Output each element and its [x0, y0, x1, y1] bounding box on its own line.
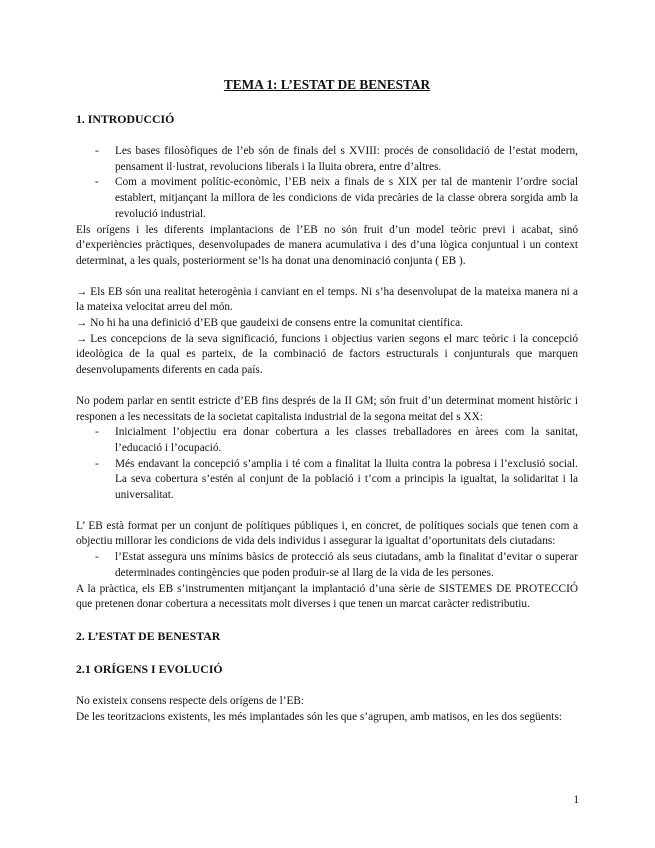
subsection-heading-origens: 2.1 ORÍGENS I EVOLUCIÓ	[76, 661, 223, 676]
bullet-list-objectives	[76, 425, 578, 504]
page-content	[76, 76, 578, 725]
list-item	[76, 550, 578, 581]
bullet-list-bases	[76, 144, 578, 223]
paragraph-theories: De les teoritzacions existents, les més implantades són les que s’agrupen, amb matisos, en les dos següents:	[76, 710, 562, 723]
dash-bullet: -	[95, 426, 99, 439]
list-item	[76, 175, 578, 222]
paragraph-origins: Els orígens i les diferents implantacions de l’EB no són fruit d’un model teòric previ i acabat, sinó d’experiències pràctiques, desenvolupades de manera acumulativa i des d’una lògica conjuntual i un context determinat, a les quals, posteriorment se’ls ha donat una denominació conjunta ( EB ).	[76, 223, 578, 267]
dash-bullet: -	[95, 457, 99, 470]
list-item	[76, 144, 578, 175]
list-item-text: l’Estat assegura uns mínims bàsics de protecció als seus ciutadans, amb la finalitat d’evitar o superar determinades contingències que poden produir-se al llarg de la vida de les persones.	[115, 551, 578, 579]
section-heading-estat-benestar: 2. L’ESTAT DE BENESTAR	[76, 628, 221, 643]
bullet-list-state	[76, 550, 578, 581]
document-title: TEMA 1: L’ESTAT DE BENESTAR	[223, 77, 431, 92]
paragraph-consensus: No existeix consens respecte dels orígens de l’EB:	[76, 694, 305, 707]
page-number: 1	[573, 794, 579, 806]
arrow-item-text: Els EB són una realitat heterogènia i canviant en el temps. Ni s’ha desenvolupat de la mateixa manera ni a la mateixa velocitat arreu del món.	[76, 285, 578, 314]
list-item-text: Més endavant la concepció s’amplia i té com a finalitat la lluita contra la pobresa i l’exclusió social. La seva cobertura s’estén al conjunt de la població i t’com a principis la igualtat, la solidaritat i la universalitat.	[115, 457, 578, 502]
paragraph-definition: L’ EB està format per un conjunt de polítiques públiques i, en concret, de polítiques socials que tenen com a objectiu millorar les condicions de vida dels individus i assegurar la igualtat d’oportunitats dels ciutadans:	[76, 519, 578, 548]
list-item-text: Les bases filosòfiques de l’eb són de finals del s XVIII: procés de consolidació de l’estat modern, pensament il·lustrat, revolucions liberals i la lluita obrera, entre d’altres.	[115, 145, 578, 173]
list-item-text: Com a moviment polític-econòmic, l’EB neix a finals de s XIX per tal de mantenir l’ordre social establert, mitjançant la millora de les condicions de vida precàries de la classe obrera sorgida amb la revolució industrial.	[115, 176, 578, 220]
section-heading-introduccio: 1. INTRODUCCIÓ	[76, 112, 175, 126]
list-item-text: Inicialment l’objectiu era donar cobertura a les classes treballadores en àrees com la sanitat, l’educació i l’ocupació.	[115, 426, 578, 454]
list-item	[76, 425, 578, 456]
arrow-right-icon: →	[76, 285, 88, 298]
arrow-item	[76, 285, 578, 316]
list-item	[76, 457, 578, 504]
arrow-right-icon: →	[76, 317, 88, 330]
dash-bullet: -	[95, 176, 99, 189]
dash-bullet: -	[95, 145, 99, 157]
paragraph-post-war: No podem parlar en sentit estricte d’EB fins després de la II GM; són fruit d’un determinat moment històric i responen a les necessitats de la societat capitalista industrial de la segona meitat del s XX:	[76, 394, 578, 423]
paragraph-practice: A la pràctica, els EB s’instrumenten mitjançant la implantació d’una sèrie de SISTEMES DE PROTECCIÓ que pretenen donar cobertura a necessitats molt diverses i que tenen un marcat caràcter redistributiu.	[76, 582, 578, 611]
arrow-item-text: No hi ha una definició d’EB que gaudeixi de consens entre la comunitat científica.	[90, 317, 463, 330]
dash-bullet: -	[95, 551, 99, 564]
arrow-right-icon: →	[76, 332, 88, 345]
arrow-item	[76, 316, 578, 332]
arrow-item-text: Les concepcions de la seva significació, funcions i objectius varien segons el marc teòric i la concepció ideològica de la qual es parteix, de la combinació de factors estructurals i conjunturals que marquen desenvolupaments diferents en cada país.	[76, 332, 578, 377]
arrow-item	[76, 332, 578, 379]
